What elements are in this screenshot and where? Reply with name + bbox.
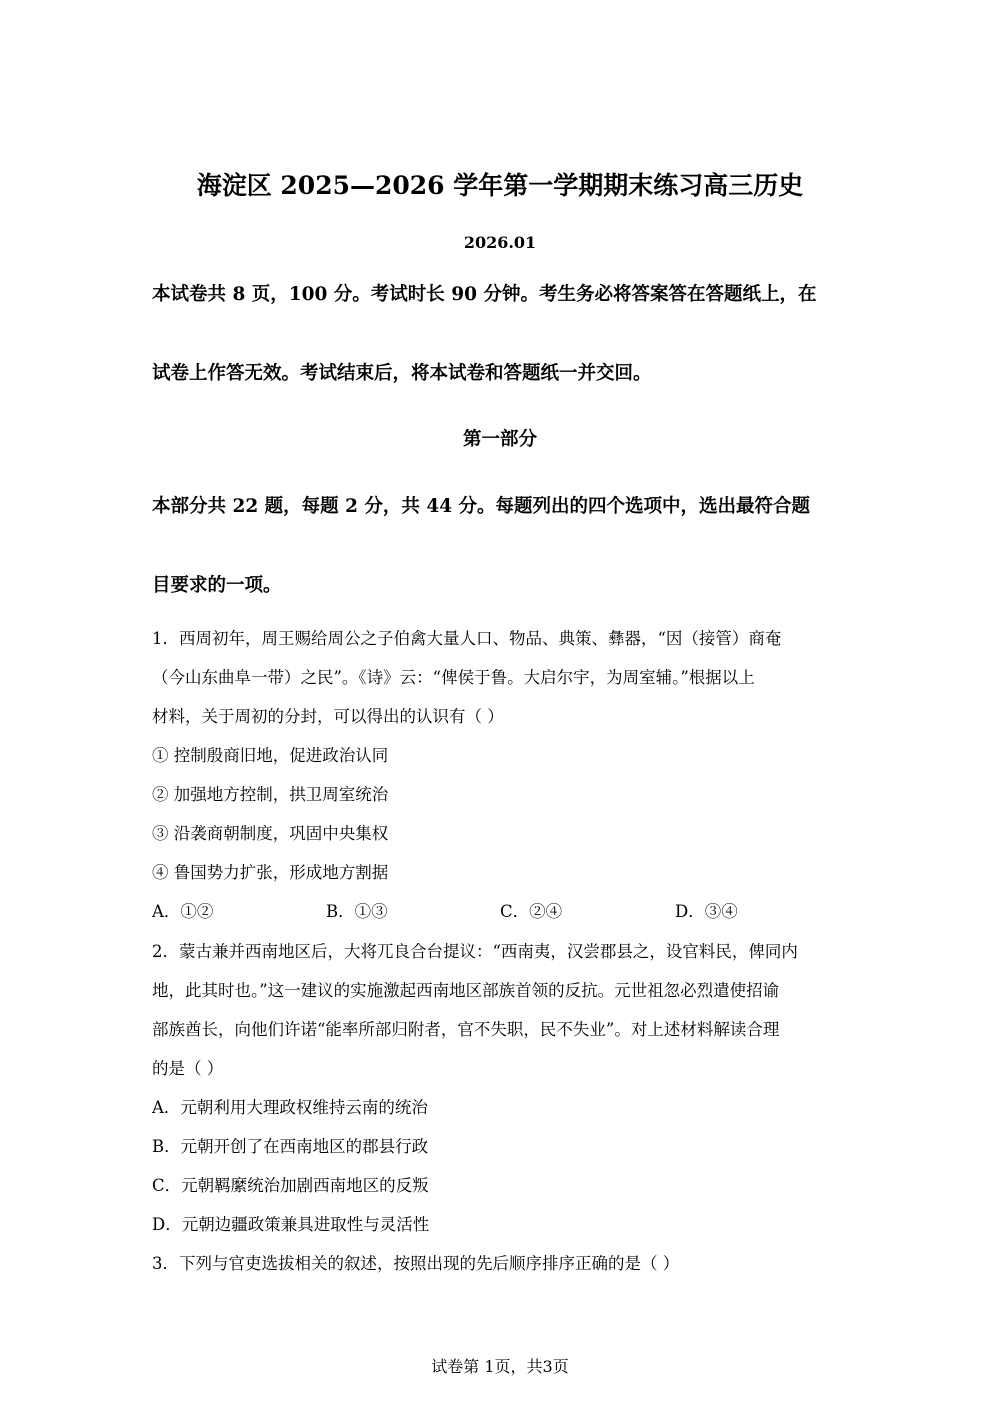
question-1-statement-4: ④ 鲁国势力扩张，形成地方割据 xyxy=(152,863,389,882)
question-2-option-d[interactable]: D．元朝边疆政策兼具进取性与灵活性 xyxy=(152,1215,430,1234)
section-heading: 第一部分 xyxy=(462,429,537,450)
question-2-stem-line-1: 2．蒙古兼并西南地区后，大将兀良合台提议：“西南夷，汉尝郡县之，设官料民，俾同内 xyxy=(152,942,798,961)
section-desc-line-1: 本部分共 22 题，每题 2 分，共 44 分。每题列出的四个选项中，选出最符合题 xyxy=(152,496,811,517)
question-2-stem-line-2: 地，此其时也。”这一建议的实施激起西南地区部族首领的反抗。元世祖忽必烈遣使招谕 xyxy=(152,981,780,1000)
question-2-stem-line-4: 的是（ ） xyxy=(152,1059,224,1078)
page-title: 海淀区 2025—2026 学年第一学期期末练习高三历史 xyxy=(196,171,804,200)
question-1-option-a[interactable]: A．①② xyxy=(152,902,214,921)
question-2-option-a[interactable]: A．元朝利用大理政权维持云南的统治 xyxy=(152,1098,428,1117)
question-2-stem-line-3: 部族酋长，向他们许诺“能率所部归附者，官不失职，民不失业”。对上述材料解读合理 xyxy=(152,1020,780,1039)
question-1-stem-line-2: （今山东曲阜一带）之民”。《诗》云：“俾侯于鲁。大启尔宇，为周室辅。”根据以上 xyxy=(152,668,755,687)
question-1-statement-2: ② 加强地方控制，拱卫周室统治 xyxy=(152,785,389,804)
question-1-stem-line-3: 材料，关于周初的分封，可以得出的认识有（ ） xyxy=(152,707,504,726)
question-1-option-b[interactable]: B．①③ xyxy=(326,902,388,921)
question-1-option-c[interactable]: C．②④ xyxy=(500,902,563,921)
question-2-option-b[interactable]: B．元朝开创了在西南地区的郡县行政 xyxy=(152,1137,429,1156)
question-3-stem-line-1: 3．下列与官吏选拔相关的叙述，按照出现的先后顺序排序正确的是（ ） xyxy=(152,1254,680,1273)
instructions-line-2: 试卷上作答无效。考试结束后，将本试卷和答题纸一并交回。 xyxy=(152,363,652,384)
exam-date: 2026.01 xyxy=(463,233,537,252)
section-desc-line-2: 目要求的一项。 xyxy=(152,575,282,596)
question-1-statement-3: ③ 沿袭商朝制度，巩固中央集权 xyxy=(152,824,389,843)
question-2-option-c[interactable]: C．元朝羁縻统治加剧西南地区的反叛 xyxy=(152,1176,429,1195)
question-1-stem-line-1: 1．西周初年，周王赐给周公之子伯禽大量人口、物品、典策、彝器，“因（接管）商奄 xyxy=(152,629,782,648)
page-footer: 试卷第 1页，共3页 xyxy=(431,1357,569,1376)
question-1-option-d[interactable]: D．③④ xyxy=(675,902,738,921)
question-1-statement-1: ① 控制殷商旧地，促进政治认同 xyxy=(152,746,389,765)
instructions-line-1: 本试卷共 8 页，100 分。考试时长 90 分钟。考生务必将答案答在答题纸上，在 xyxy=(152,284,817,305)
